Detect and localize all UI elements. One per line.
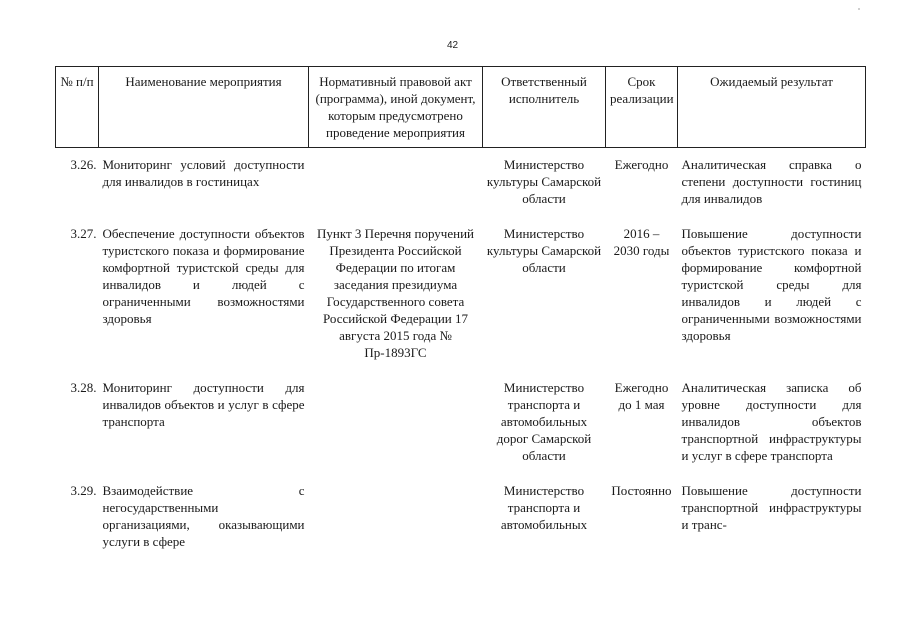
table-row bbox=[56, 148, 866, 218]
row-name: Взаимодействие с негосударственными организациями, оказывающими услуги в сфере bbox=[102, 483, 305, 549]
page-number: 42 bbox=[446, 40, 459, 51]
header-num: № п/п bbox=[56, 67, 99, 148]
row-act: Пункт 3 Перечня поручений Президента Российской Федерации по итогам заседания президиума Государственного совета Российской Федерации 17 августа 2015 года № Пр-1893ГС bbox=[317, 226, 474, 360]
row-result: Повышение доступности транспортной инфраструктуры и транс- bbox=[681, 483, 862, 532]
header-name: Наименование мероприятия bbox=[99, 67, 309, 148]
row-executor: Министерство культуры Самарской области bbox=[486, 226, 602, 275]
row-result: Повышение доступности объектов туристского показа и формирование комфортной туристской среды для инвалидов и людей с ограниченными возможностями здоровья bbox=[681, 226, 862, 343]
row-term: Ежегодно до 1 мая bbox=[614, 380, 669, 412]
row-num: 3.26. bbox=[70, 157, 97, 172]
row-executor: Министерство транспорта и автомобильных bbox=[500, 483, 588, 532]
row-name: Мониторинг условий доступности для инвалидов в гостиницах bbox=[102, 157, 305, 189]
row-term: Ежегодно bbox=[614, 157, 669, 172]
table-row bbox=[56, 474, 866, 560]
row-result: Аналитическая справка о степени доступности гостиниц для инвалидов bbox=[681, 157, 862, 206]
row-term: 2016 – 2030 годы bbox=[613, 226, 670, 258]
row-term: Постоянно bbox=[611, 483, 672, 498]
row-num: 3.28. bbox=[70, 380, 97, 395]
table-row bbox=[56, 371, 866, 474]
row-name: Мониторинг доступности для инвалидов объектов и услуг в сфере транспорта bbox=[102, 380, 305, 429]
table-row bbox=[56, 217, 866, 371]
row-act bbox=[309, 148, 483, 218]
row-executor: Министерство транспорта и автомобильных дорог Самарской области bbox=[496, 380, 592, 463]
row-name: Обеспечение доступности объектов туристского показа и формирование комфортной туристской среды для инвалидов и людей с ограниченными возможностями здоровья bbox=[102, 226, 305, 326]
row-act bbox=[309, 371, 483, 474]
measures-table bbox=[55, 66, 866, 560]
header-result: Ожидаемый результат bbox=[678, 67, 866, 148]
header-act: Нормативный правовой акт (программа), иной документ, которым предусмотрено проведение мероприятия bbox=[309, 67, 483, 148]
header-executor: Ответственный исполнитель bbox=[483, 67, 606, 148]
row-num: 3.27. bbox=[70, 226, 97, 241]
row-result: Аналитическая записка об уровне доступности для инвалидов объектов транспортной инфраструктуры и услуг в сфере транспорта bbox=[681, 380, 862, 463]
row-executor: Министерство культуры Самарской области bbox=[486, 157, 602, 206]
table-header bbox=[56, 67, 866, 148]
scan-speck bbox=[858, 8, 860, 10]
row-num: 3.29. bbox=[70, 483, 97, 498]
row-act bbox=[309, 474, 483, 560]
header-term: Срок реализации bbox=[606, 67, 678, 148]
